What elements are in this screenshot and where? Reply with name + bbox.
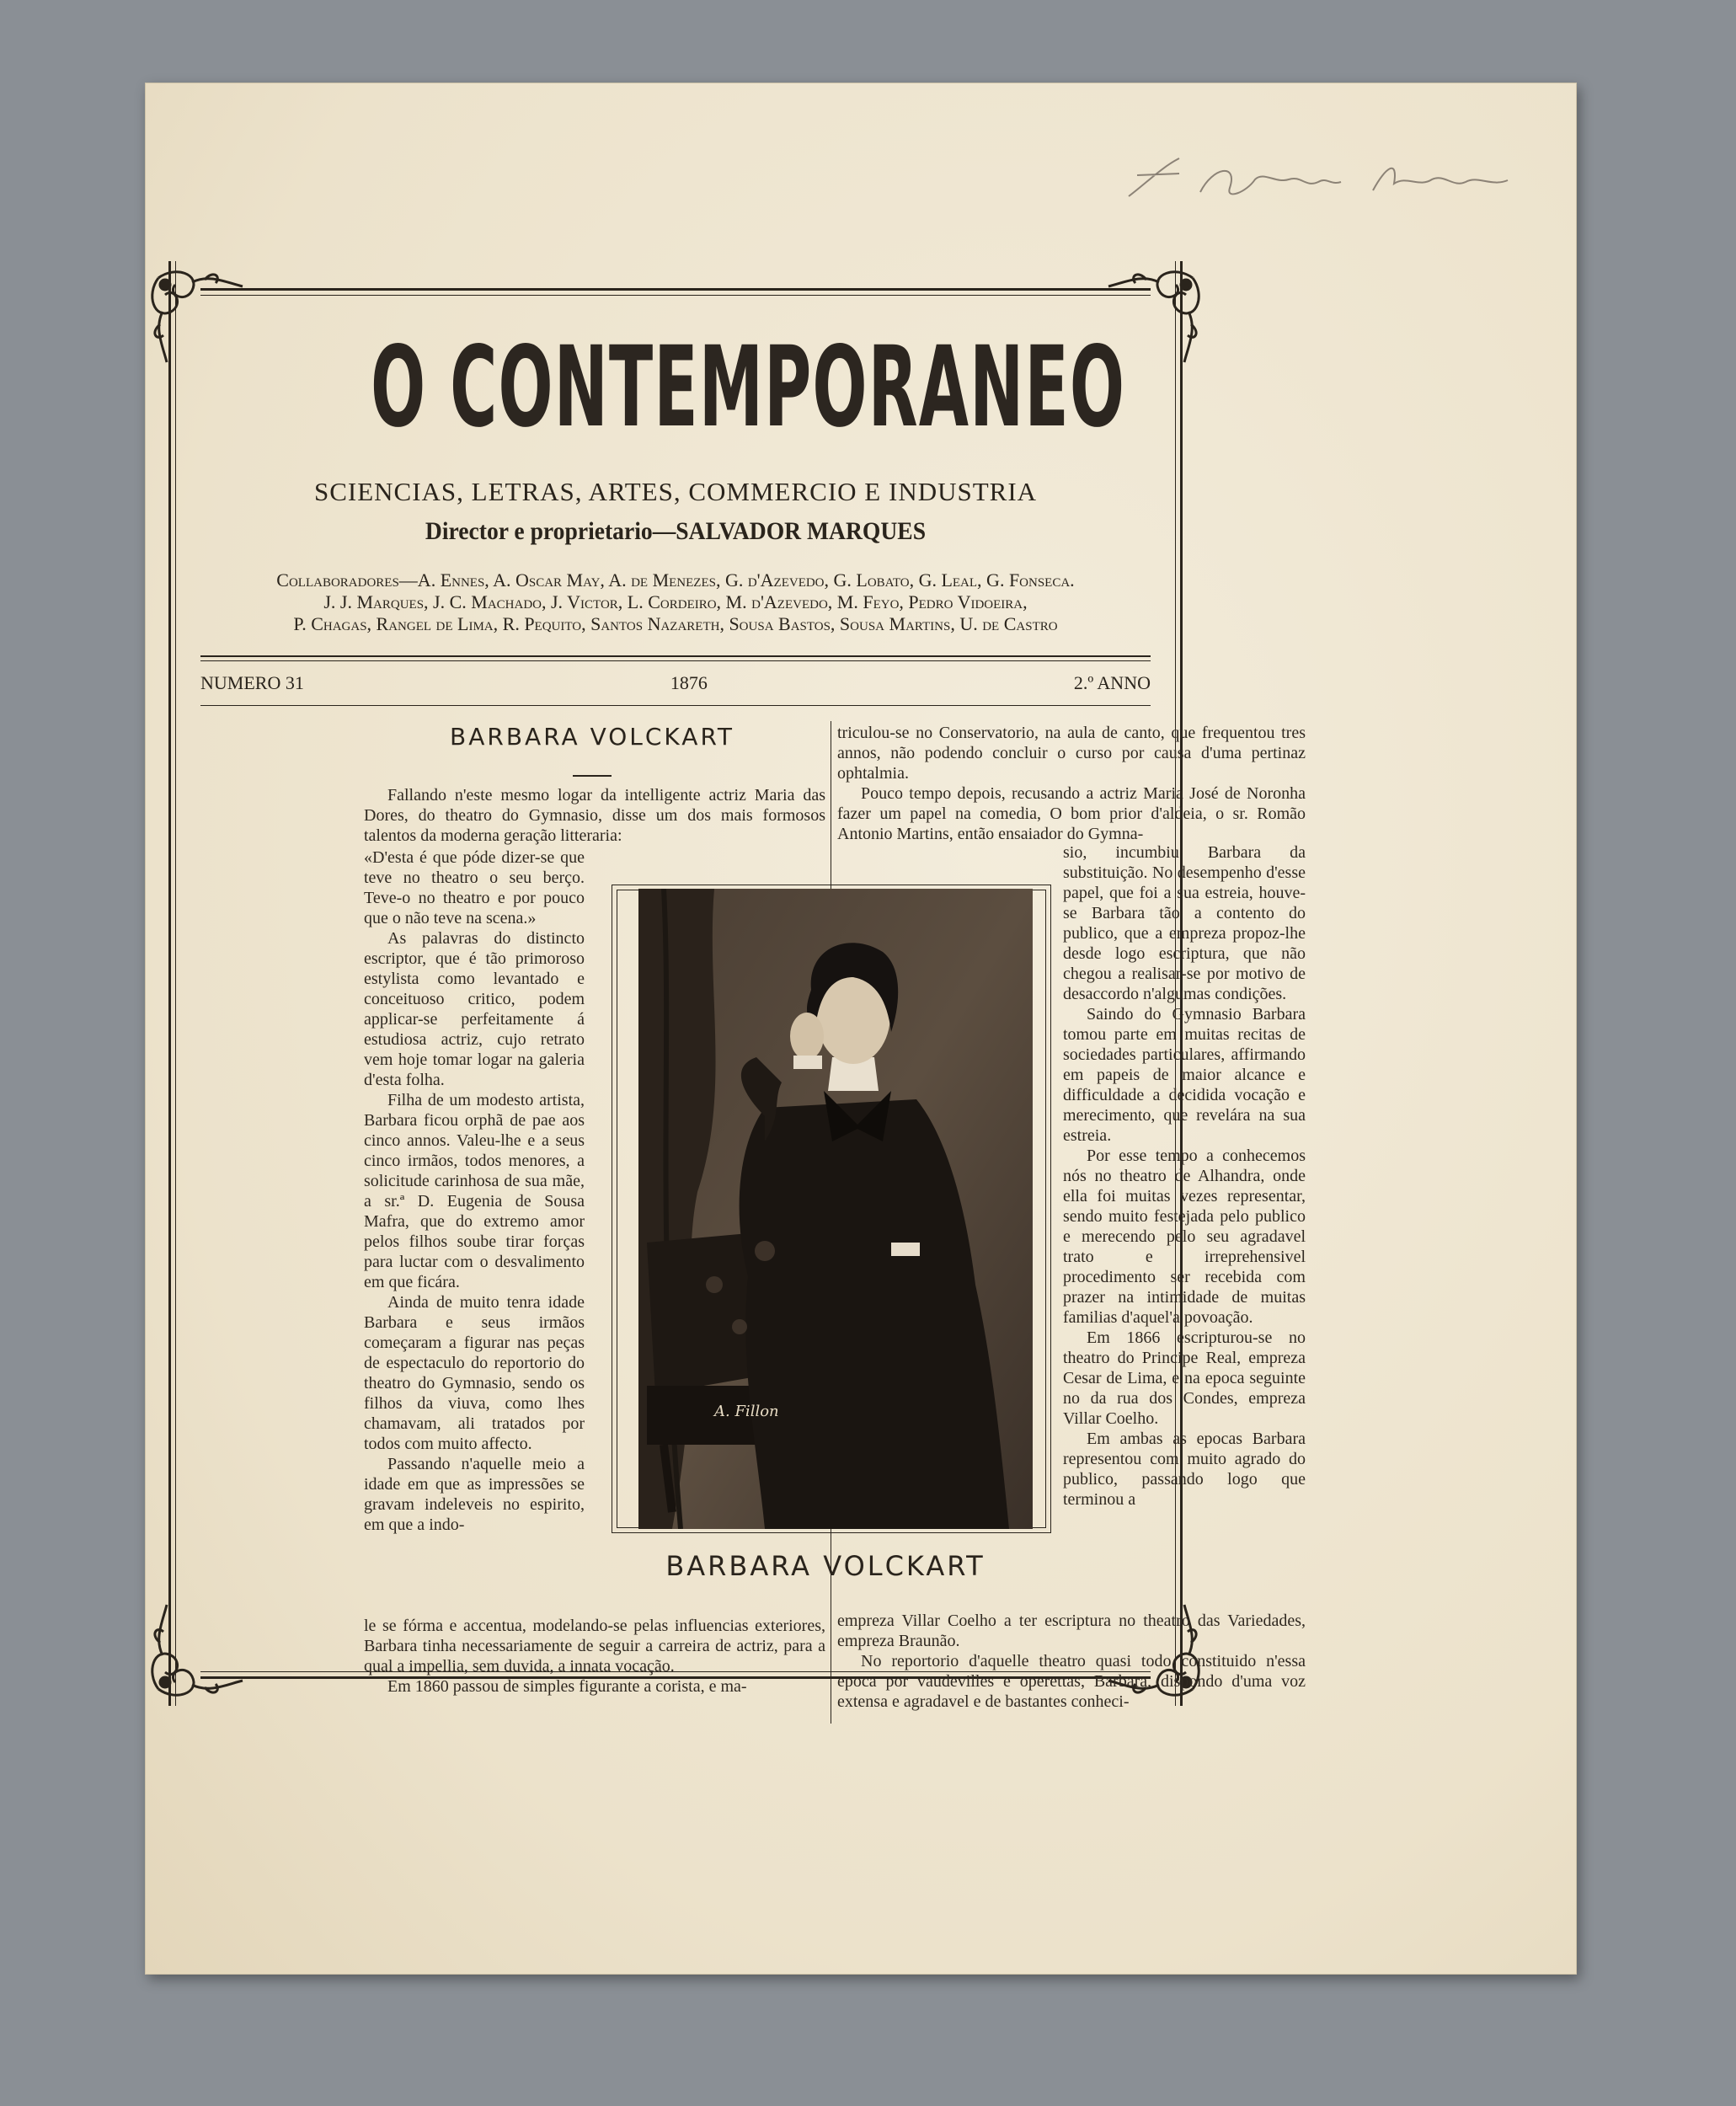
- paragraph: Em 1860 passou de simples figurante a corista, e ma-: [387, 1677, 747, 1696]
- director-line: Director e proprietario—SALVADOR MARQUES: [425, 517, 927, 545]
- issue-bar: [200, 660, 1151, 706]
- portrait-illustration: [638, 889, 1033, 1529]
- paragraph: No reportorio d'aquelle theatro quasi todo constituido n'essa epoca por vaudevilles e operettas, Barbara, dispondo d'uma voz extensa e agradavel e de bastantes conheci-: [837, 1652, 1306, 1711]
- photo-caption: BARBARA VOLCKART: [665, 1550, 986, 1582]
- right-column-narrow: [1063, 842, 1306, 1510]
- paragraph: «D'esta é que póde dizer-se que teve no theatro o seu berço. Teve-o no theatro e por pouco que o não teve na scena.»: [364, 848, 585, 927]
- left-column-intro: [364, 785, 825, 846]
- paragraph: triculou-se no Conservatorio, na aula de canto, que frequentou tres annos, não podendo concluir o curso por causa d'uma pertinaz ophtalmia.: [837, 724, 1306, 783]
- collaborators-line: P. Chagas, Rangel de Lima, R. Pequito, Santos Nazareth, Sousa Bastos, Sousa Martins, U. de Castro: [293, 613, 1058, 634]
- paragraph: Pouco tempo depois, recusando a actriz Maria José de Noronha fazer um papel na comedia, O bom prior d'aldeia, o sr. Romão Antonio Martins, então ensaiador do Gymna-: [837, 784, 1306, 843]
- article-heading: BARBARA VOLCKART: [450, 723, 734, 751]
- paragraph: sio, incumbiu Barbara da substituição. No desempenho d'esse papel, que foi a sua estreia, houve-se Barbara tão a contento do publico, que a empreza propoz-lhe desde logo escriptura, que não chegou a realisar-se por motivo de desaccordo n'algumas condições.: [1063, 843, 1306, 1003]
- paragraph: Fallando n'este mesmo logar da intelligente actriz Maria das Dores, do theatro do Gymnasio, disse um dos mais formosos talentos da moderna geração litteraria:: [364, 786, 825, 845]
- left-column-bottom: [364, 1616, 825, 1697]
- portrait-photo: [638, 889, 1033, 1529]
- masthead: [150, 320, 1201, 635]
- paragraph: empreza Villar Coelho a ter escriptura no theatro das Variedades, empreza Braunão.: [837, 1612, 1306, 1650]
- paragraph: As palavras do distincto escriptor, que é tão primoroso estylista como levantado e conceituoso critico, podem applicar-se perfeitamente á estudiosa actriz, cujo retrato vem hoje tomar logar na galeria d'esta folha.: [364, 929, 585, 1089]
- paragraph: Ainda de muito tenra idade Barbara e seus irmãos começaram a figurar nas peças de espectaculo do reportorio do theatro do Gymnasio, sendo os filhos da viuva, como lhes chamavam, ali tratados por todos com muito affecto.: [364, 1293, 585, 1453]
- photographer-signature: A. Fillon: [714, 1403, 779, 1420]
- paragraph: Passando n'aquelle meio a idade em que as impressões se gravam indeleveis no espirito, em que a indo-: [364, 1455, 585, 1534]
- heading-rule: [573, 775, 612, 777]
- paragraph: Em ambas as epocas Barbara representou com muito agrado do publico, passando logo que terminou a: [1063, 1430, 1306, 1509]
- issue-year: 1876: [670, 672, 708, 693]
- collaborators-line: Collaboradores—A. Ennes, A. Oscar May, A. de Menezes, G. d'Azevedo, G. Lobato, G. Leal, G. Fonseca.: [276, 569, 1075, 591]
- paragraph: Em 1866 escripturou-se no theatro do Principe Real, empreza Cesar de Lima, e na epoca seguinte no da rua dos Condes, empreza Villar Coelho.: [1063, 1328, 1306, 1428]
- paragraph: le se fórma e accentua, modelando-se pelas influencias exteriores, Barbara tinha necessariamente de seguir a carreira de actriz, para a qual a impellia, sem duvida, a innata vocação.: [364, 1617, 825, 1676]
- collaborators-list: [150, 569, 1201, 635]
- paragraph: Filha de um modesto artista, Barbara ficou orphã de pae aos cinco annos. Valeu-lhe e a seus cinco irmãos, todos menores, a solicitude carinhosa de sua mãe, a sr.ª D. Eugenia de Sousa Mafra, que do extremo amor pelos filhos soube tirar forças para luctar com o desvalimento em que ficára.: [364, 1091, 585, 1291]
- newspaper-title: O CONTEMPORANEO: [371, 323, 1126, 452]
- right-column-bottom: [837, 1611, 1306, 1712]
- paragraph: Saindo do Gymnasio Barbara tomou parte em muitas recitas de sociedades particulares, affirmando em papeis de maior alcance e difficuldade a decidida vocação e merecimento, que revelára na sua estreia.: [1063, 1005, 1306, 1145]
- handwritten-signature: [1120, 150, 1525, 209]
- issue-number: NUMERO 31: [200, 672, 304, 693]
- ornament-corner-icon: [142, 1596, 251, 1706]
- newspaper-subtitle: SCIENCIAS, LETRAS, ARTES, COMMERCIO E INDUSTRIA: [313, 477, 1038, 506]
- left-column-narrow: [364, 847, 585, 1535]
- collaborators-line: J. J. Marques, J. C. Machado, J. Victor, L. Cordeiro, M. d'Azevedo, M. Feyo, Pedro Vidoeira,: [323, 591, 1028, 612]
- issue-volume: 2.º ANNO: [1073, 672, 1151, 693]
- right-column-intro: [837, 723, 1306, 844]
- paragraph: Por esse tempo a conhecemos nós no theatro de Alhandra, onde ella foi muitas vezes representar, sendo muito festejada pelo publico e merecendo pelo seu agradavel trato e irreprehensivel procedimento ser recebida com prazer na intimidade de muitas familias d'aquel'a povoação.: [1063, 1147, 1306, 1327]
